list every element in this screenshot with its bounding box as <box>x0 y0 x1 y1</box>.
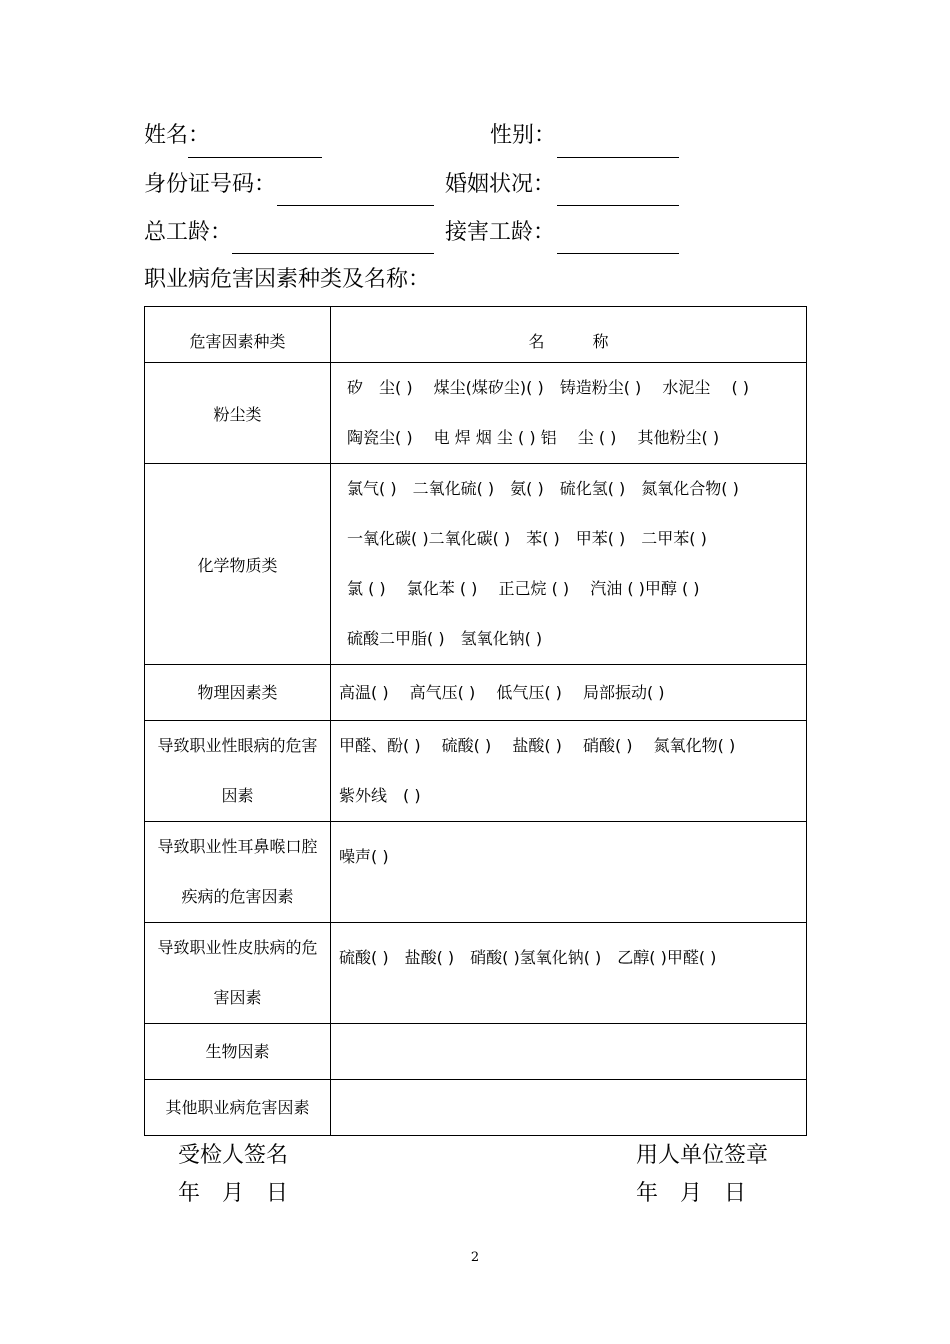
examinee-signature-label: 受检人签名 <box>178 1143 289 1168</box>
table-row-ent <box>145 822 807 923</box>
physical-line-1: 高温( ) 高气压( ) 低气压( ) 局部振动( ) <box>339 683 665 702</box>
eye-line-2: 紫外线 ( ) <box>339 786 421 805</box>
employer-seal-label: 用人单位签章 <box>636 1143 769 1168</box>
category-other: 其他职业病危害因素 <box>165 1098 310 1117</box>
category-cell <box>145 464 331 665</box>
chemical-line-3: 氯 ( ) 氯化苯 ( ) 正己烷 ( ) 汽油 ( )甲醇 ( ) <box>347 579 700 598</box>
chemical-line-1: 氯气( ) 二氧化硫( ) 氨( ) 硫化氢( ) 氮氧化合物( ) <box>347 479 739 498</box>
category-bio: 生物因素 <box>205 1042 270 1061</box>
table-row-bio <box>145 1024 807 1080</box>
category-cell <box>145 923 331 1024</box>
other-line-1 <box>331 1080 806 1135</box>
total-years-label: 总工龄： <box>144 220 233 245</box>
category-cell <box>145 665 331 721</box>
hazard-table <box>144 306 807 1136</box>
category-chemical: 化学物质类 <box>197 555 278 575</box>
category-eye-line-1: 导致职业性眼病的危害 <box>157 736 318 755</box>
exposure-years-label: 接害工龄： <box>445 220 556 245</box>
gender-field[interactable] <box>557 157 679 158</box>
header-category-cell <box>145 307 331 363</box>
bio-line-1 <box>331 1024 806 1079</box>
table-row-physical <box>145 665 807 721</box>
category-dust: 粉尘类 <box>213 404 262 424</box>
table-row-eye <box>145 721 807 822</box>
id-number-label: 身份证号码： <box>144 172 277 197</box>
category-cell <box>145 1024 331 1080</box>
category-cell <box>145 1080 331 1136</box>
total-years-field[interactable] <box>232 253 434 254</box>
table-row-skin <box>145 923 807 1024</box>
table-header-row <box>145 307 807 363</box>
content-cell <box>331 923 807 1024</box>
gender-label: 性别： <box>490 123 557 148</box>
table-row-other <box>145 1080 807 1136</box>
chemical-line-2: 一氧化碳( )二氧化碳( ) 苯( ) 甲苯( ) 二甲苯( ) <box>347 529 707 548</box>
category-ent-line-1: 导致职业性耳鼻喉口腔 <box>157 837 318 856</box>
marital-status-field[interactable] <box>557 205 679 206</box>
category-cell <box>145 363 331 464</box>
name-field[interactable] <box>188 157 322 158</box>
header-name: 名 称 <box>528 332 609 351</box>
examinee-date: 年 月 日 <box>178 1181 289 1206</box>
chemical-line-4: 硫酸二甲脂( ) 氢氧化钠( ) <box>347 629 543 648</box>
content-cell[interactable] <box>331 1080 807 1136</box>
category-cell <box>145 822 331 923</box>
category-skin-line-2: 害因素 <box>213 988 262 1007</box>
skin-line-1: 硫酸( ) 盐酸( ) 硝酸( )氢氧化钠( ) 乙醇( )甲醛( ) <box>339 948 717 967</box>
ent-line-1: 噪声( ) <box>339 847 389 866</box>
header-name-cell <box>331 307 807 363</box>
page-number: 2 <box>470 1250 480 1265</box>
eye-line-1: 甲醛、酚( ) 硫酸( ) 盐酸( ) 硝酸( ) 氮氧化物( ) <box>339 736 736 755</box>
dust-line-1: 矽 尘( ) 煤尘(煤矽尘)( ) 铸造粉尘( ) 水泥尘 ( ) <box>347 378 750 397</box>
category-skin-line-1: 导致职业性皮肤病的危 <box>157 938 318 957</box>
category-eye-line-2: 因素 <box>221 786 254 805</box>
dust-line-2: 陶瓷尘( ) 电 焊 烟 尘 ( ) 铝 尘 ( ) 其他粉尘( ) <box>347 428 720 447</box>
id-number-field[interactable] <box>277 205 434 206</box>
marital-status-label: 婚姻状况： <box>445 172 556 197</box>
content-cell <box>331 822 807 923</box>
category-physical: 物理因素类 <box>197 683 278 702</box>
header-category: 危害因素种类 <box>189 332 286 351</box>
category-ent-line-2: 疾病的危害因素 <box>181 887 294 906</box>
name-label: 姓名： <box>144 123 211 148</box>
content-cell <box>331 363 807 464</box>
content-cell <box>331 721 807 822</box>
content-cell[interactable] <box>331 1024 807 1080</box>
content-cell <box>331 464 807 665</box>
exposure-years-field[interactable] <box>557 253 679 254</box>
table-row-dust <box>145 363 807 464</box>
content-cell <box>331 665 807 721</box>
category-cell <box>145 721 331 822</box>
section-title: 职业病危害因素种类及名称： <box>144 267 431 292</box>
table-row-chemical <box>145 464 807 665</box>
employer-date: 年 月 日 <box>636 1181 747 1206</box>
